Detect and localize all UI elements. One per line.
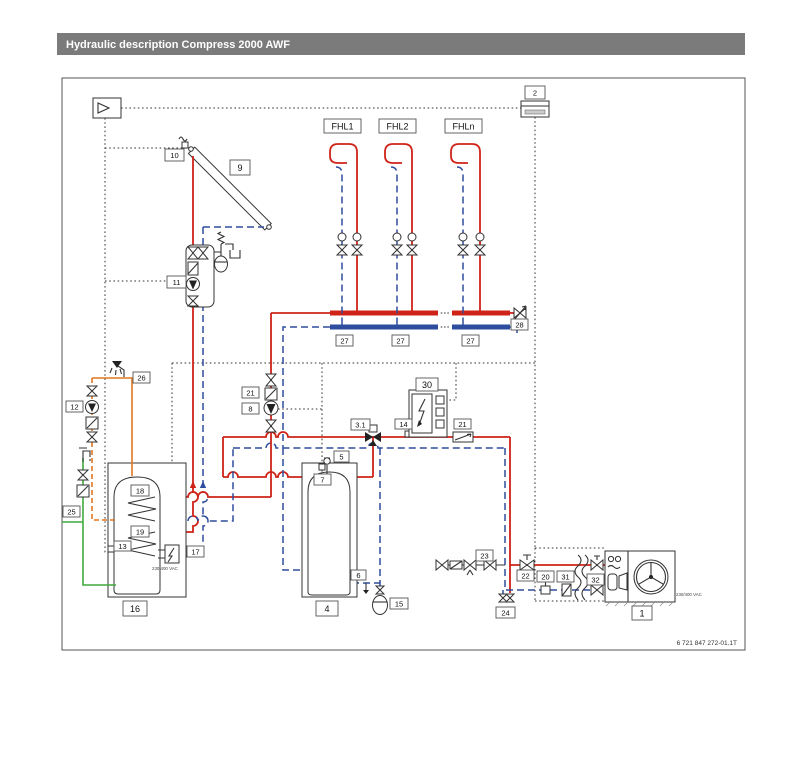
label-26: [133, 372, 150, 383]
svg-text:13: 13: [118, 542, 127, 551]
loop-valves: [337, 245, 485, 255]
svg-text:2: 2: [532, 88, 538, 98]
svg-text:4: 4: [324, 604, 330, 614]
label-27c: [462, 335, 479, 346]
solar-pump-station: [186, 232, 240, 307]
svg-text:15: 15: [394, 599, 404, 609]
fan-icon: [634, 560, 668, 594]
heating-pump-group: [264, 374, 278, 432]
label-16: [123, 601, 147, 616]
label-7: [314, 474, 331, 485]
svg-text:28: 28: [515, 320, 524, 330]
svg-text:24: 24: [501, 608, 510, 618]
floor-heating-loops: [330, 144, 485, 325]
tank-sensor-7: [319, 464, 325, 470]
label-32: [587, 574, 604, 585]
circulation-pump-group: [86, 386, 99, 442]
label-21b: [454, 419, 471, 429]
filling-group: [436, 560, 505, 575]
room-controller: [521, 101, 549, 117]
system-controller: [93, 98, 121, 118]
label-22: [517, 570, 534, 581]
solar-expansion-vessel: [215, 256, 228, 272]
label-12: [66, 401, 83, 412]
label-10: [165, 149, 184, 161]
label-1: [632, 606, 652, 620]
label-15: [390, 598, 408, 609]
label-8: [242, 403, 259, 414]
label-4: [316, 601, 338, 616]
svg-text:FHL2: FHL2: [386, 121, 409, 132]
label-18: [131, 485, 149, 496]
svg-text:22: 22: [521, 571, 530, 581]
label-21a: [242, 387, 259, 398]
label-14: [395, 419, 412, 429]
svg-text:FHLn: FHLn: [452, 121, 475, 132]
compressor: [608, 574, 617, 590]
label-17: [187, 546, 204, 557]
shutoff-valve-22: [520, 555, 534, 570]
svg-text:21: 21: [246, 388, 255, 398]
label-24: [496, 607, 515, 618]
label-28: [511, 319, 528, 330]
svg-text:3.1: 3.1: [355, 420, 366, 430]
svg-text:10: 10: [170, 151, 179, 160]
label-9: [230, 160, 250, 175]
manifold-regulating-valve: [514, 306, 526, 320]
svg-text:27: 27: [466, 336, 475, 346]
drain-valve-6: [363, 583, 369, 594]
svg-text:21: 21: [458, 420, 467, 429]
svg-text:14: 14: [399, 420, 408, 429]
document-number: 6 721 847 272-01.1T: [676, 640, 737, 647]
solar-safety-group: [214, 232, 240, 272]
label-13: [114, 541, 131, 551]
label-27b: [392, 335, 409, 346]
label-25: [63, 506, 80, 517]
tank-sensor-13: [108, 546, 114, 552]
svg-text:1: 1: [639, 608, 645, 619]
svg-text:31: 31: [561, 572, 570, 582]
svg-text:11: 11: [172, 278, 181, 287]
svg-text:7: 7: [320, 475, 325, 485]
svg-text:9: 9: [237, 163, 243, 173]
label-fhl2: [379, 119, 416, 133]
svg-text:18: 18: [135, 486, 145, 496]
heat-pump-outdoor-unit: [605, 551, 675, 606]
svg-text:32: 32: [591, 575, 600, 585]
shower-icon: [110, 361, 124, 377]
svg-text:8: 8: [248, 404, 253, 414]
svg-text:12: 12: [70, 402, 79, 412]
label-23: [476, 550, 493, 561]
drain-valves-24: [499, 594, 514, 602]
svg-text:23: 23: [480, 551, 489, 561]
label-fhln: [445, 119, 482, 133]
section-header: [57, 33, 745, 55]
svg-text:6: 6: [356, 571, 361, 580]
label-3-1: [351, 419, 370, 430]
tank-heater-voltage: 230/400 VAC: [152, 566, 178, 571]
svg-text:25: 25: [67, 507, 76, 517]
flow-arrow: [200, 481, 206, 488]
label-5: [334, 451, 349, 462]
svg-text:19: 19: [135, 527, 145, 537]
page-title: Hydraulic description Compress 2000 AWF: [66, 39, 290, 51]
label-fhl1: [324, 119, 361, 133]
svg-text:16: 16: [129, 604, 141, 614]
particle-filter-31: [562, 584, 571, 596]
label-20: [537, 571, 554, 582]
heat-pump-voltage: 230/400 VAC: [676, 592, 702, 597]
collector-temp-sensor: [179, 137, 188, 148]
check-valve-21: [453, 432, 473, 442]
loop-thermometers: [338, 233, 484, 241]
svg-text:27: 27: [340, 336, 349, 346]
svg-text:27: 27: [396, 336, 405, 346]
svg-text:FHL1: FHL1: [331, 121, 354, 132]
tap-icon: [79, 448, 90, 462]
label-19: [131, 526, 149, 537]
svg-text:26: 26: [137, 373, 146, 383]
expansion-vessel: [373, 586, 388, 615]
svg-text:30: 30: [421, 380, 433, 390]
label-31: [557, 571, 574, 582]
label-27a: [336, 335, 353, 346]
label-11: [167, 276, 186, 288]
label-30: [416, 378, 438, 391]
svg-text:5: 5: [339, 452, 344, 462]
electric-booster-heater: [409, 390, 447, 437]
heating-manifolds: [330, 306, 526, 333]
svg-text:20: 20: [541, 572, 550, 582]
label-2: [525, 86, 545, 99]
flow-arrow: [190, 481, 196, 488]
flex-hoses: [575, 555, 588, 600]
label-6: [351, 570, 366, 580]
svg-text:17: 17: [191, 547, 200, 557]
